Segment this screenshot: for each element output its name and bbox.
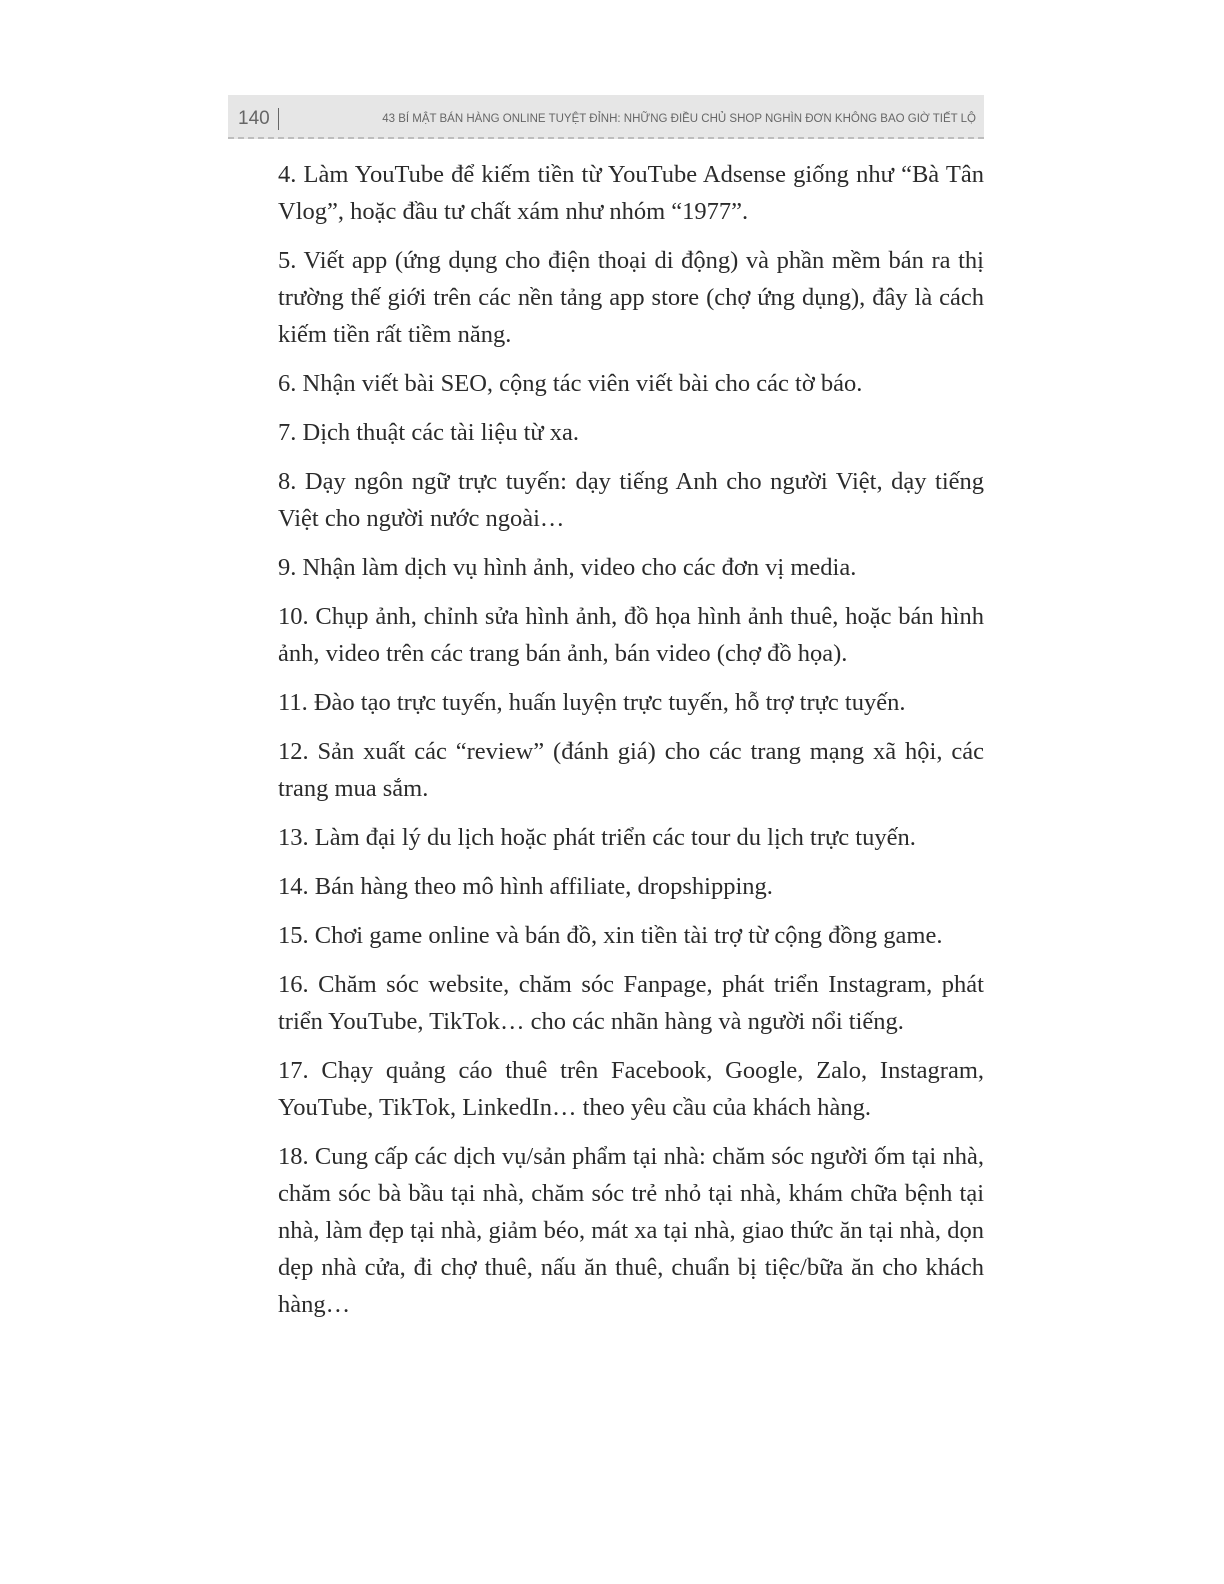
list-item: 5. Viết app (ứng dụng cho điện thoại di động) và phần mềm bán ra thị trường thế giới trên các nền tảng app store (chợ ứng dụng), đây là cách kiếm tiền rất tiềm năng. [278, 247, 984, 348]
body-text [278, 156, 984, 1335]
list-item: 13. Làm đại lý du lịch hoặc phát triển các tour du lịch trực tuyến. [278, 824, 916, 851]
list-item: 4. Làm YouTube để kiếm tiền từ YouTube Adsense giống như “Bà Tân Vlog”, hoặc đầu tư chất xám như nhóm “1977”. [278, 161, 984, 225]
list-item: 11. Đào tạo trực tuyến, huấn luyện trực tuyến, hỗ trợ trực tuyến. [278, 689, 906, 716]
list-item: 14. Bán hàng theo mô hình affiliate, dropshipping. [278, 873, 773, 900]
list-item: 8. Dạy ngôn ngữ trực tuyến: dạy tiếng Anh cho người Việt, dạy tiếng Việt cho người nước ngoài… [278, 468, 984, 532]
page-number: 140 [238, 108, 270, 129]
list-item: 10. Chụp ảnh, chỉnh sửa hình ảnh, đồ họa hình ảnh thuê, hoặc bán hình ảnh, video trên các trang bán ảnh, bán video (chợ đồ họa). [278, 603, 984, 667]
list-item: 15. Chơi game online và bán đồ, xin tiền tài trợ từ cộng đồng game. [278, 922, 943, 949]
list-item: 7. Dịch thuật các tài liệu từ xa. [278, 419, 580, 446]
page-header [228, 95, 984, 139]
header-divider [278, 108, 279, 130]
list-item: 9. Nhận làm dịch vụ hình ảnh, video cho các đơn vị media. [278, 554, 857, 581]
list-item: 18. Cung cấp các dịch vụ/sản phẩm tại nhà: chăm sóc người ốm tại nhà, chăm sóc bà bầu tại nhà, chăm sóc trẻ nhỏ tại nhà, khám chữa bệnh tại nhà, làm đẹp tại nhà, giảm béo, mát xa tại nhà, giao thức ăn tại nhà, dọn dẹp nhà cửa, đi chợ thuê, nấu ăn thuê, chuẩn bị tiệc/bữa ăn cho khách hàng… [278, 1143, 984, 1318]
list-item: 16. Chăm sóc website, chăm sóc Fanpage, phát triển Instagram, phát triển YouTube, TikTok… cho các nhãn hàng và người nổi tiếng. [278, 971, 984, 1035]
list-item: 17. Chạy quảng cáo thuê trên Facebook, Google, Zalo, Instagram, YouTube, TikTok, LinkedIn… theo yêu cầu của khách hàng. [278, 1057, 984, 1121]
running-title: 43 BÍ MẬT BÁN HÀNG ONLINE TUYỆT ĐỈNH: NHỮNG ĐIỀU CHỦ SHOP NGHÌN ĐƠN KHÔNG BAO GIỜ TIẾT LỘ [382, 113, 976, 125]
list-item: 12. Sản xuất các “review” (đánh giá) cho các trang mạng xã hội, các trang mua sắm. [278, 738, 984, 802]
list-item: 6. Nhận viết bài SEO, cộng tác viên viết bài cho các tờ báo. [278, 370, 863, 397]
